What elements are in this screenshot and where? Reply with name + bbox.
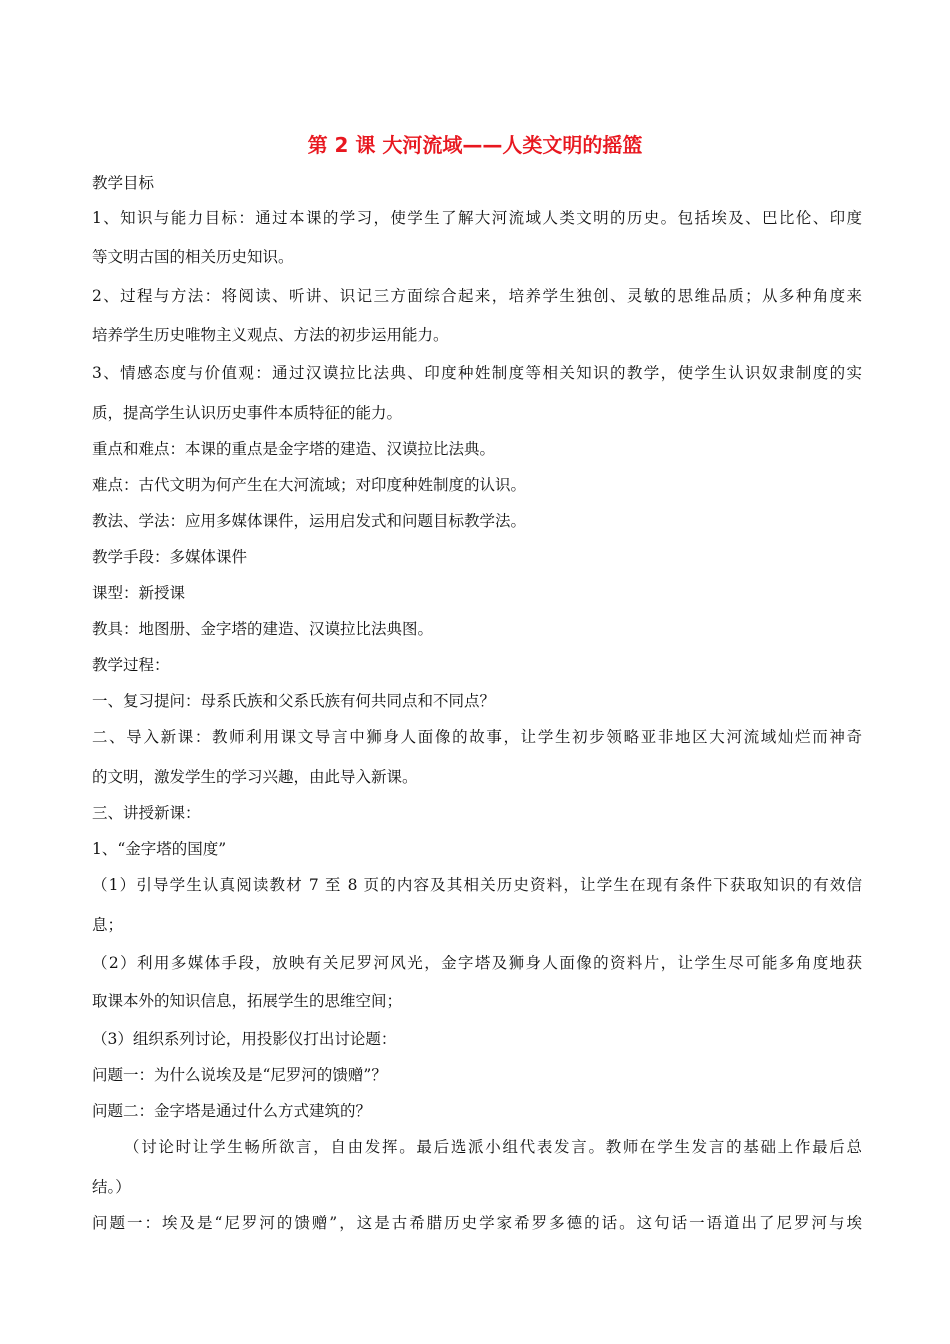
objective-2-line-2: 培养学生历史唯物主义观点、方法的初步运用能力。 bbox=[92, 326, 449, 344]
introduction-line-1: 二、导入新课：教师利用课文导言中狮身人面像的故事，让学生初步领略亚非地区大河流域灿烂而神奇 bbox=[92, 728, 862, 746]
section-heading-objectives: 教学目标 bbox=[92, 174, 155, 192]
review-question: 一、复习提问：母系氏族和父系氏族有何共同点和不同点？ bbox=[92, 692, 496, 710]
section-heading-process: 教学过程： bbox=[92, 656, 170, 674]
step-3: （3）组织系列讨论，用投影仪打出讨论题： bbox=[92, 1030, 397, 1048]
step-2-line-2: 取课本外的知识信息，拓展学生的思维空间； bbox=[92, 992, 403, 1010]
lesson-type: 课型：新授课 bbox=[92, 584, 186, 602]
objective-2-line-1: 2、过程与方法：将阅读、听讲、识记三方面综合起来，培养学生独创、灵敏的思维品质；从多种角度来 bbox=[92, 287, 862, 305]
question-1: 问题一：为什么说埃及是“尼罗河的馈赠”？ bbox=[92, 1066, 387, 1084]
lesson-title: 第 2 课 大河流域——人类文明的摇篮 bbox=[307, 133, 643, 157]
teaching-aids: 教具：地图册、金字塔的建造、汉谟拉比法典图。 bbox=[92, 620, 434, 638]
subsection-pyramid-country: 1、“金字塔的国度” bbox=[92, 840, 227, 858]
answer-1-line-1: 问题一：埃及是“尼罗河的馈赠”，这是古希腊历史学家希罗多德的话。这句话一语道出了尼罗河与埃 bbox=[92, 1214, 862, 1232]
question-2: 问题二：金字塔是通过什么方式建筑的？ bbox=[92, 1102, 372, 1120]
key-points: 重点和难点：本课的重点是金字塔的建造、汉谟拉比法典。 bbox=[92, 440, 496, 458]
teaching-methods: 教法、学法：应用多媒体课件，运用启发式和问题目标教学法。 bbox=[92, 512, 527, 530]
step-2-line-1: （2）利用多媒体手段，放映有关尼罗河风光，金字塔及狮身人面像的资料片，让学生尽可能多角度地获 bbox=[92, 954, 862, 972]
section-heading-new-lesson: 三、讲授新课： bbox=[92, 804, 201, 822]
difficulties: 难点：古代文明为何产生在大河流域；对印度种姓制度的认识。 bbox=[92, 476, 527, 494]
step-1-line-1: （1）引导学生认真阅读教材 7 至 8 页的内容及其相关历史资料，让学生在现有条件下获取知识的有效信 bbox=[92, 876, 862, 894]
discussion-note-line-2: 结。） bbox=[92, 1178, 131, 1196]
discussion-note-line-1: （讨论时让学生畅所欲言，自由发挥。最后选派小组代表发言。教师在学生发言的基础上作最后总 bbox=[124, 1138, 862, 1156]
step-1-line-2: 息； bbox=[92, 916, 124, 934]
objective-1-line-2: 等文明古国的相关历史知识。 bbox=[92, 248, 294, 266]
introduction-line-2: 的文明，激发学生的学习兴趣，由此导入新课。 bbox=[92, 768, 418, 786]
teaching-means: 教学手段：多媒体课件 bbox=[92, 548, 248, 566]
objective-3-line-2: 质，提高学生认识历史事件本质特征的能力。 bbox=[92, 404, 403, 422]
objective-3-line-1: 3、情感态度与价值观：通过汉谟拉比法典、印度种姓制度等相关知识的教学，使学生认识奴隶制度的实 bbox=[92, 364, 862, 382]
objective-1-line-1: 1、知识与能力目标：通过本课的学习，使学生了解大河流域人类文明的历史。包括埃及、巴比伦、印度 bbox=[92, 209, 862, 227]
